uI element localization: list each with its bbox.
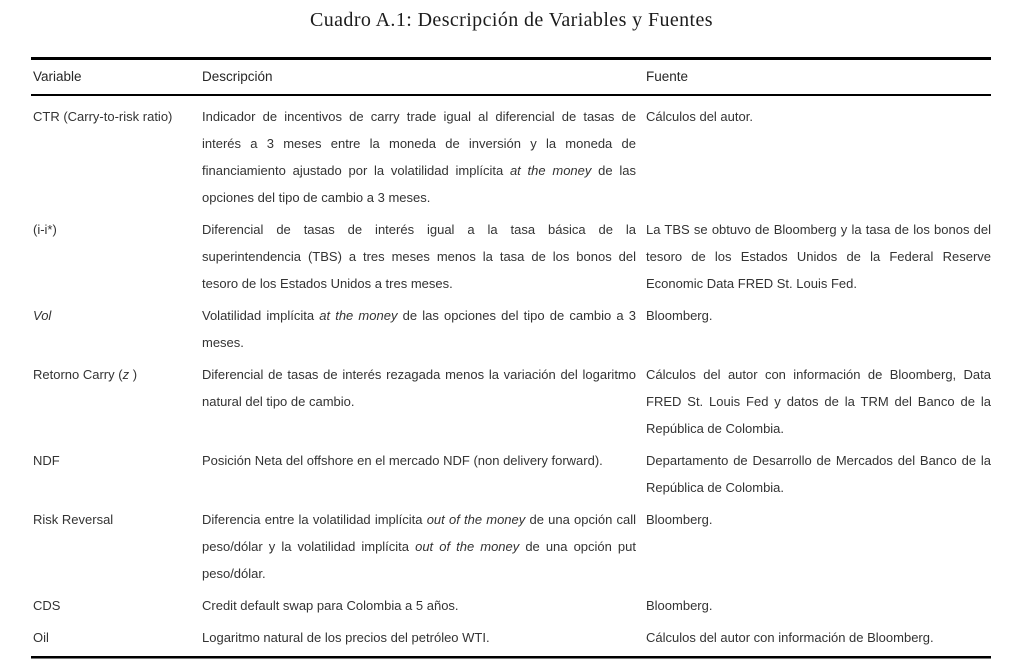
- cell-descripcion: Credit default swap para Colombia a 5 años.: [202, 598, 459, 613]
- table-row-interest-differential: [31, 216, 991, 297]
- cell-fuente: Bloomberg.: [646, 512, 713, 527]
- cell-descripcion: Indicador de incentivos de carry trade igual al diferencial de tasas de interés a 3 meses entre la moneda de inversión y la moneda de financiamiento ajustado por la volatilidad implícita at the money de las opciones del tipo de cambio a 3 meses.: [202, 109, 636, 205]
- column-header-fuente: Fuente: [646, 69, 689, 84]
- table-row-ndf: [31, 447, 991, 501]
- cell-fuente: Cálculos del autor.: [646, 109, 753, 124]
- bottom-double-rule: [31, 656, 991, 659]
- cell-fuente: Cálculos del autor con información de Bloomberg, Data FRED St. Louis Fed y datos de la TRM del Banco de la República de Colombia.: [646, 367, 991, 436]
- variables-sources-table: [31, 57, 991, 659]
- cell-variable: Vol: [33, 308, 52, 323]
- cell-descripcion: Posición Neta del offshore en el mercado NDF (non delivery forward).: [202, 453, 603, 468]
- cell-descripcion: Logaritmo natural de los precios del petróleo WTI.: [202, 630, 490, 645]
- cell-descripcion: Volatilidad implícita at the money de las opciones del tipo de cambio a 3 meses.: [202, 308, 636, 350]
- cell-variable: CTR (Carry-to-risk ratio): [33, 109, 173, 124]
- cell-variable: NDF: [33, 453, 60, 468]
- cell-descripcion: Diferencial de tasas de interés rezagada menos la variación del logaritmo natural del tipo de cambio.: [202, 367, 636, 409]
- cell-fuente: Bloomberg.: [646, 598, 713, 613]
- cell-fuente: La TBS se obtuvo de Bloomberg y la tasa de los bonos del tesoro de los Estados Unidos de la Federal Reserve Economic Data FRED St. Louis Fed.: [646, 222, 991, 291]
- cell-variable: CDS: [33, 598, 61, 613]
- cell-descripcion: Diferencia entre la volatilidad implícita out of the money de una opción call peso/dólar y la volatilidad implícita out of the money de una opción put peso/dólar.: [202, 512, 637, 581]
- cell-variable: (i-i*): [33, 222, 57, 237]
- cell-descripcion: Diferencial de tasas de interés igual a la tasa básica de la superintendencia (TBS) a tres meses menos la tasa de los bonos del tesoro de los Estados Unidos a tres meses.: [202, 222, 636, 291]
- cell-variable: Oil: [33, 630, 49, 645]
- column-header-variable: Variable: [33, 69, 82, 84]
- table-row-cds: [31, 592, 991, 619]
- table-title: Cuadro A.1: Descripción de Variables y Fuentes: [310, 9, 713, 31]
- table-row-risk-reversal: [31, 506, 991, 587]
- table-row-oil: [31, 624, 991, 651]
- cell-fuente: Cálculos del autor con información de Bloomberg.: [646, 630, 934, 645]
- table-row-ctr: [31, 103, 991, 211]
- cell-variable: Risk Reversal: [33, 512, 114, 527]
- table-body: [31, 96, 991, 651]
- cell-fuente: Departamento de Desarrollo de Mercados del Banco de la República de Colombia.: [646, 453, 991, 495]
- table-header-row: [31, 60, 991, 96]
- column-header-descripcion: Descripción: [202, 69, 273, 84]
- cell-fuente: Bloomberg.: [646, 308, 713, 323]
- cell-variable: Retorno Carry (z ): [33, 367, 138, 382]
- table-row-retorno-carry: [31, 361, 991, 442]
- table-row-vol: [31, 302, 991, 356]
